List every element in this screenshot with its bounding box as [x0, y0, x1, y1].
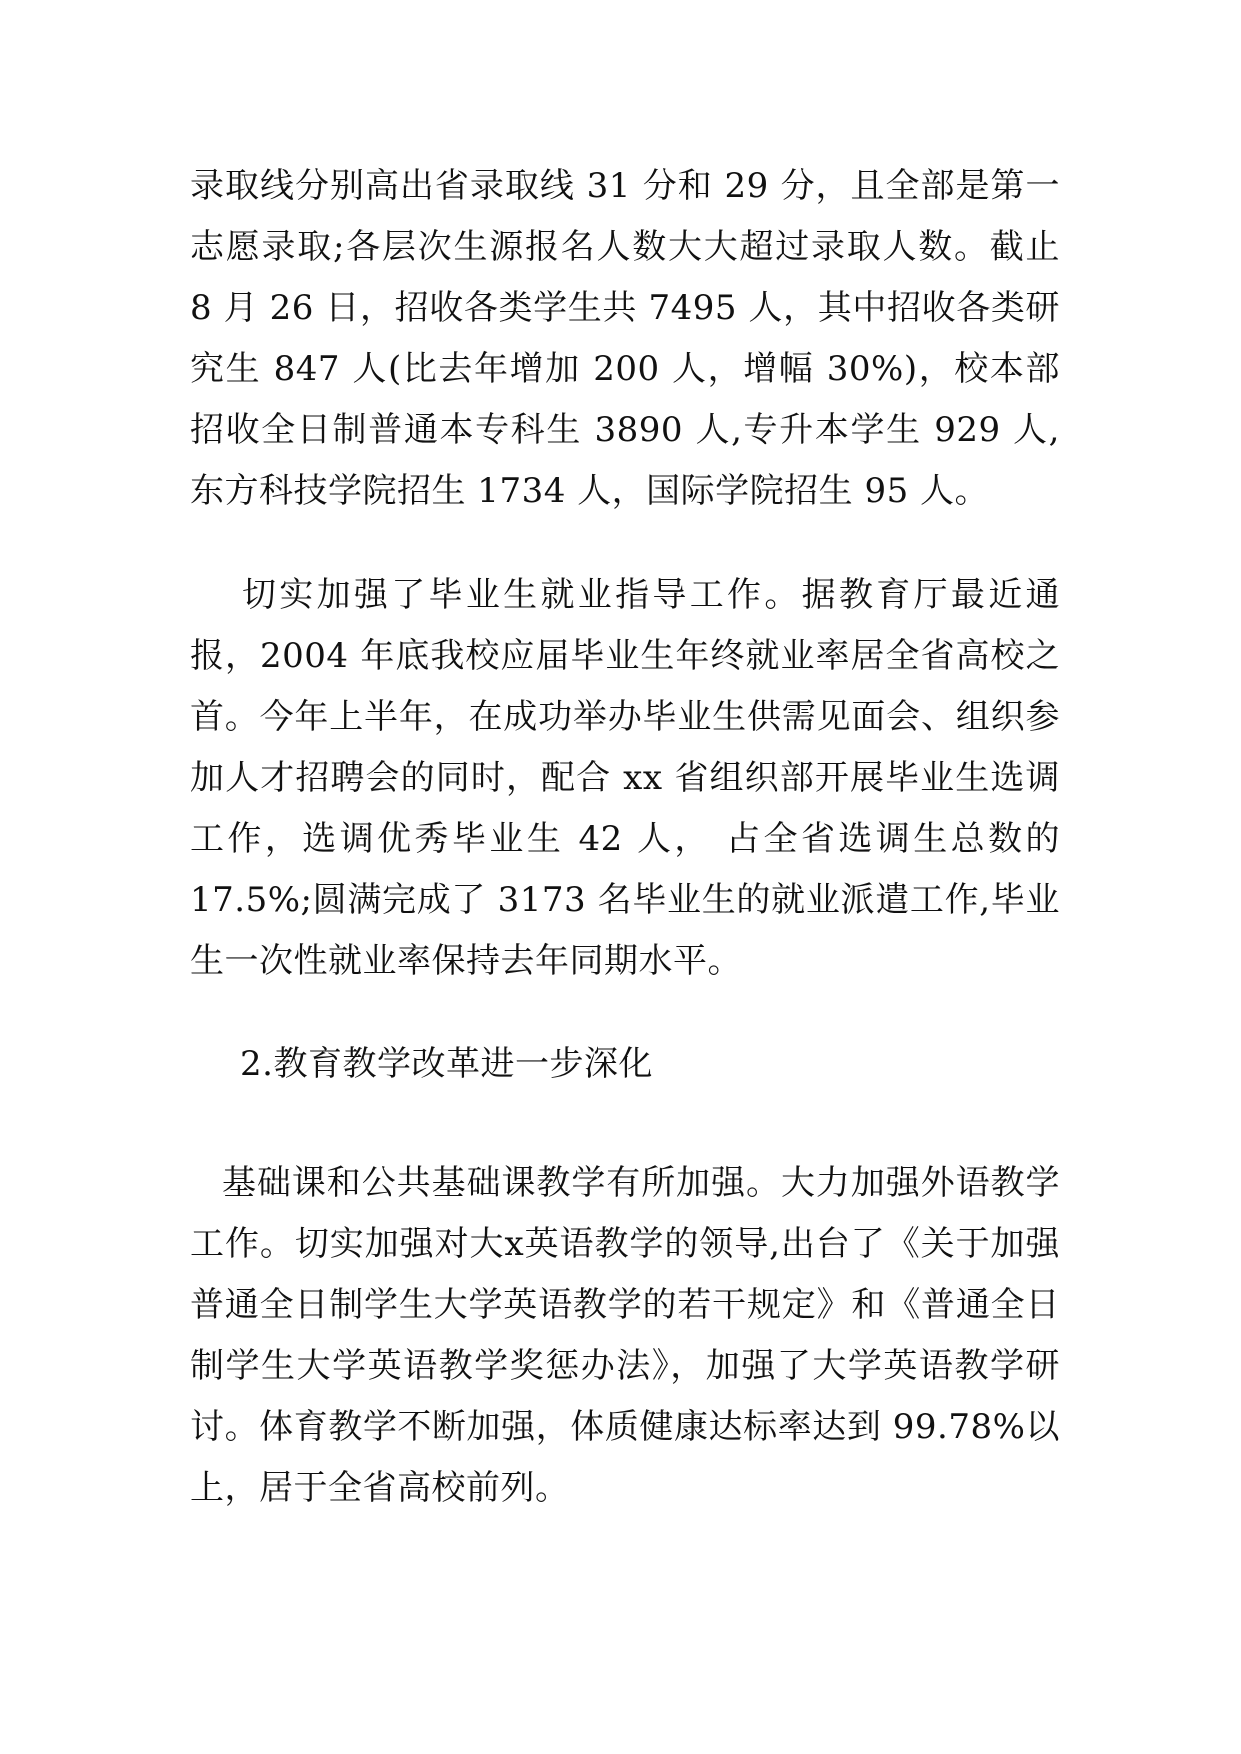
paragraph-admissions: 录取线分别高出省录取线 31 分和 29 分，且全部是第一志愿录取;各层次生源报名人数大大超过录取人数。截止 8 月 26 日，招收各类学生共 7495 人，其中招收各类研究生 847 人(比去年增加 200 人，增幅 30%)，校本部招收全日制普通本专科生 3890 人,专升本学生 929 人,东方科技学院招生 1734 人，国际学院招生 95 人。: [190, 166, 1060, 511]
paragraph-teaching: 基础课和公共基础课教学有所加强。大力加强外语教学工作。切实加强对大ⅹ英语教学的领导,出台了《关于加强普通全日制学生大学英语教学的若干规定》和《普通全日制学生大学英语教学奖惩办法》，加强了大学英语教学研讨。体育教学不断加强，体质健康达标率达到 99.78%以上，居于全省高校前列。: [190, 1163, 1060, 1508]
section-heading: 2.教育教学改革进一步深化: [240, 1044, 653, 1084]
paragraph-employment: 切实加强了毕业生就业指导工作。据教育厅最近通报，2004 年底我校应届毕业生年终就业率居全省高校之首。今年上半年，在成功举办毕业生供需见面会、组织参加人才招聘会的同时，配合 xx 省组织部开展毕业生选调工作，选调优秀毕业生 42 人， 占全省选调生总数的 17.5%;圆满完成了 3173 名毕业生的就业派遣工作,毕业生一次性就业率保持去年同期水平。: [190, 575, 1060, 981]
